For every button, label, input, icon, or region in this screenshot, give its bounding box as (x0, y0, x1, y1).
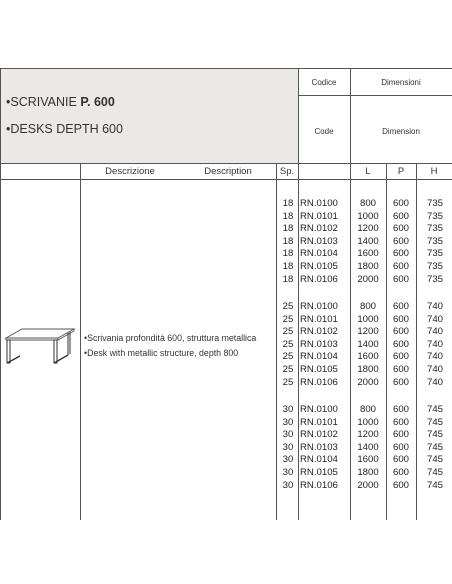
codice-label: Codice (311, 78, 337, 87)
cell-code: RN.0101 (300, 416, 338, 428)
cell-h: 745 (426, 467, 443, 478)
cell-sp: 25 (282, 338, 294, 350)
cell-l: 1800 (357, 261, 379, 272)
cell-l: 1800 (357, 364, 379, 375)
cell-l: 2000 (357, 479, 379, 491)
cell-p: 600 (392, 210, 409, 222)
cell-h: 740 (426, 338, 443, 350)
rule-code-col (350, 68, 351, 520)
cell-p: 600 (392, 376, 409, 388)
cell-sp: 18 (282, 198, 294, 209)
cell-code: RN.0104 (300, 248, 338, 260)
rule-header-mid (298, 95, 452, 96)
cell-l: 800 (359, 198, 376, 209)
cell-l: 800 (359, 301, 376, 312)
rule-sp-col (298, 68, 299, 520)
cell-code: RN.0100 (300, 404, 338, 415)
cell-p: 600 (392, 313, 409, 325)
cell-h: 745 (426, 404, 443, 415)
rule-top (0, 68, 452, 69)
cell-code: RN.0101 (300, 210, 338, 222)
cell-l: 1600 (357, 454, 379, 466)
cell-p: 600 (392, 416, 409, 428)
cell-h: 745 (426, 429, 443, 441)
cell-l: 1000 (357, 313, 379, 325)
rule-image-col (80, 163, 81, 520)
cell-sp: 25 (282, 376, 294, 388)
cell-p: 600 (392, 198, 409, 209)
cell-code: RN.0102 (300, 326, 338, 338)
cell-h: 745 (426, 479, 443, 491)
cell-l: 1600 (357, 248, 379, 260)
cell-p: 600 (392, 338, 409, 350)
cell-l: 800 (359, 404, 376, 415)
rule-left (0, 68, 1, 520)
cell-h: 735 (426, 210, 443, 222)
col-p: P (397, 166, 405, 177)
cell-l: 1800 (357, 467, 379, 478)
cell-h: 740 (426, 351, 443, 363)
cell-p: 600 (392, 454, 409, 466)
rule-columns-bottom (0, 179, 452, 180)
cell-code: RN.0106 (300, 376, 338, 388)
cell-sp: 25 (282, 301, 294, 312)
cell-code: RN.0103 (300, 235, 338, 247)
cell-p: 600 (392, 301, 409, 312)
col-h: H (430, 166, 438, 177)
cell-h: 735 (426, 235, 443, 247)
cell-sp: 30 (282, 429, 294, 441)
col-sp: Sp. (279, 166, 295, 177)
cell-h: 745 (426, 441, 443, 453)
cell-sp: 25 (282, 351, 294, 363)
cell-sp: 25 (282, 364, 294, 375)
cell-p: 600 (392, 235, 409, 247)
cell-p: 600 (392, 261, 409, 272)
cell-code: RN.0105 (300, 364, 338, 375)
cell-code: RN.0100 (300, 301, 338, 312)
code-label: Code (314, 127, 334, 136)
cell-sp: 30 (282, 467, 294, 478)
cell-code: RN.0102 (300, 223, 338, 235)
desk-metal-frame-icon (2, 318, 78, 378)
cell-p: 600 (392, 248, 409, 260)
dimension-label: Dimension (382, 127, 420, 136)
cell-code: RN.0104 (300, 454, 338, 466)
cell-sp: 25 (282, 326, 294, 338)
cell-l: 1000 (357, 210, 379, 222)
cell-sp: 18 (282, 235, 294, 247)
cell-h: 740 (426, 301, 443, 312)
description-italian: •Scrivania profondità 600, struttura metallica (84, 333, 257, 343)
cell-sp: 30 (282, 416, 294, 428)
title-italian: •SCRIVANIE P. 600 (6, 95, 115, 109)
cell-code: RN.0105 (300, 467, 338, 478)
col-description: Description (204, 166, 252, 177)
title-english: •DESKS DEPTH 600 (6, 122, 123, 136)
cell-h: 745 (426, 416, 443, 428)
cell-code: RN.0103 (300, 441, 338, 453)
cell-h: 740 (426, 326, 443, 338)
cell-code: RN.0102 (300, 429, 338, 441)
price-list-sheet (0, 68, 452, 520)
cell-sp: 25 (282, 313, 294, 325)
cell-l: 1200 (357, 326, 379, 338)
cell-l: 1200 (357, 429, 379, 441)
cell-code: RN.0100 (300, 198, 338, 209)
cell-sp: 18 (282, 261, 294, 272)
cell-h: 735 (426, 273, 443, 285)
cell-p: 600 (392, 223, 409, 235)
cell-l: 1400 (357, 338, 379, 350)
cell-code: RN.0104 (300, 351, 338, 363)
cell-h: 740 (426, 376, 443, 388)
cell-code: RN.0106 (300, 479, 338, 491)
cell-p: 600 (392, 351, 409, 363)
description-english: •Desk with metallic structure, depth 800 (84, 348, 239, 358)
cell-sp: 18 (282, 210, 294, 222)
col-descrizione: Descrizione (105, 166, 155, 177)
cell-sp: 30 (282, 441, 294, 453)
cell-sp: 18 (282, 223, 294, 235)
cell-code: RN.0101 (300, 313, 338, 325)
cell-p: 600 (392, 273, 409, 285)
cell-p: 600 (392, 364, 409, 375)
cell-h: 735 (426, 198, 443, 209)
col-l: L (365, 166, 371, 177)
cell-p: 600 (392, 429, 409, 441)
header-title-box (0, 68, 298, 163)
rule-desc-col (276, 163, 277, 520)
cell-p: 600 (392, 326, 409, 338)
cell-sp: 30 (282, 479, 294, 491)
cell-sp: 18 (282, 248, 294, 260)
cell-h: 740 (426, 364, 443, 375)
cell-p: 600 (392, 479, 409, 491)
cell-sp: 30 (282, 454, 294, 466)
cell-h: 740 (426, 313, 443, 325)
cell-h: 735 (426, 223, 443, 235)
dimensioni-label: Dimensioni (381, 78, 421, 87)
rule-header-bottom (0, 163, 452, 164)
cell-code: RN.0103 (300, 338, 338, 350)
cell-p: 600 (392, 441, 409, 453)
cell-l: 2000 (357, 273, 379, 285)
cell-code: RN.0106 (300, 273, 338, 285)
cell-sp: 30 (282, 404, 294, 415)
cell-code: RN.0105 (300, 261, 338, 272)
cell-l: 1400 (357, 441, 379, 453)
cell-l: 1200 (357, 223, 379, 235)
cell-sp: 18 (282, 273, 294, 285)
cell-h: 745 (426, 454, 443, 466)
cell-l: 1400 (357, 235, 379, 247)
cell-l: 2000 (357, 376, 379, 388)
rule-p-col (416, 163, 417, 520)
cell-p: 600 (392, 467, 409, 478)
cell-h: 735 (426, 261, 443, 272)
cell-h: 735 (426, 248, 443, 260)
cell-l: 1600 (357, 351, 379, 363)
cell-p: 600 (392, 404, 409, 415)
cell-l: 1000 (357, 416, 379, 428)
